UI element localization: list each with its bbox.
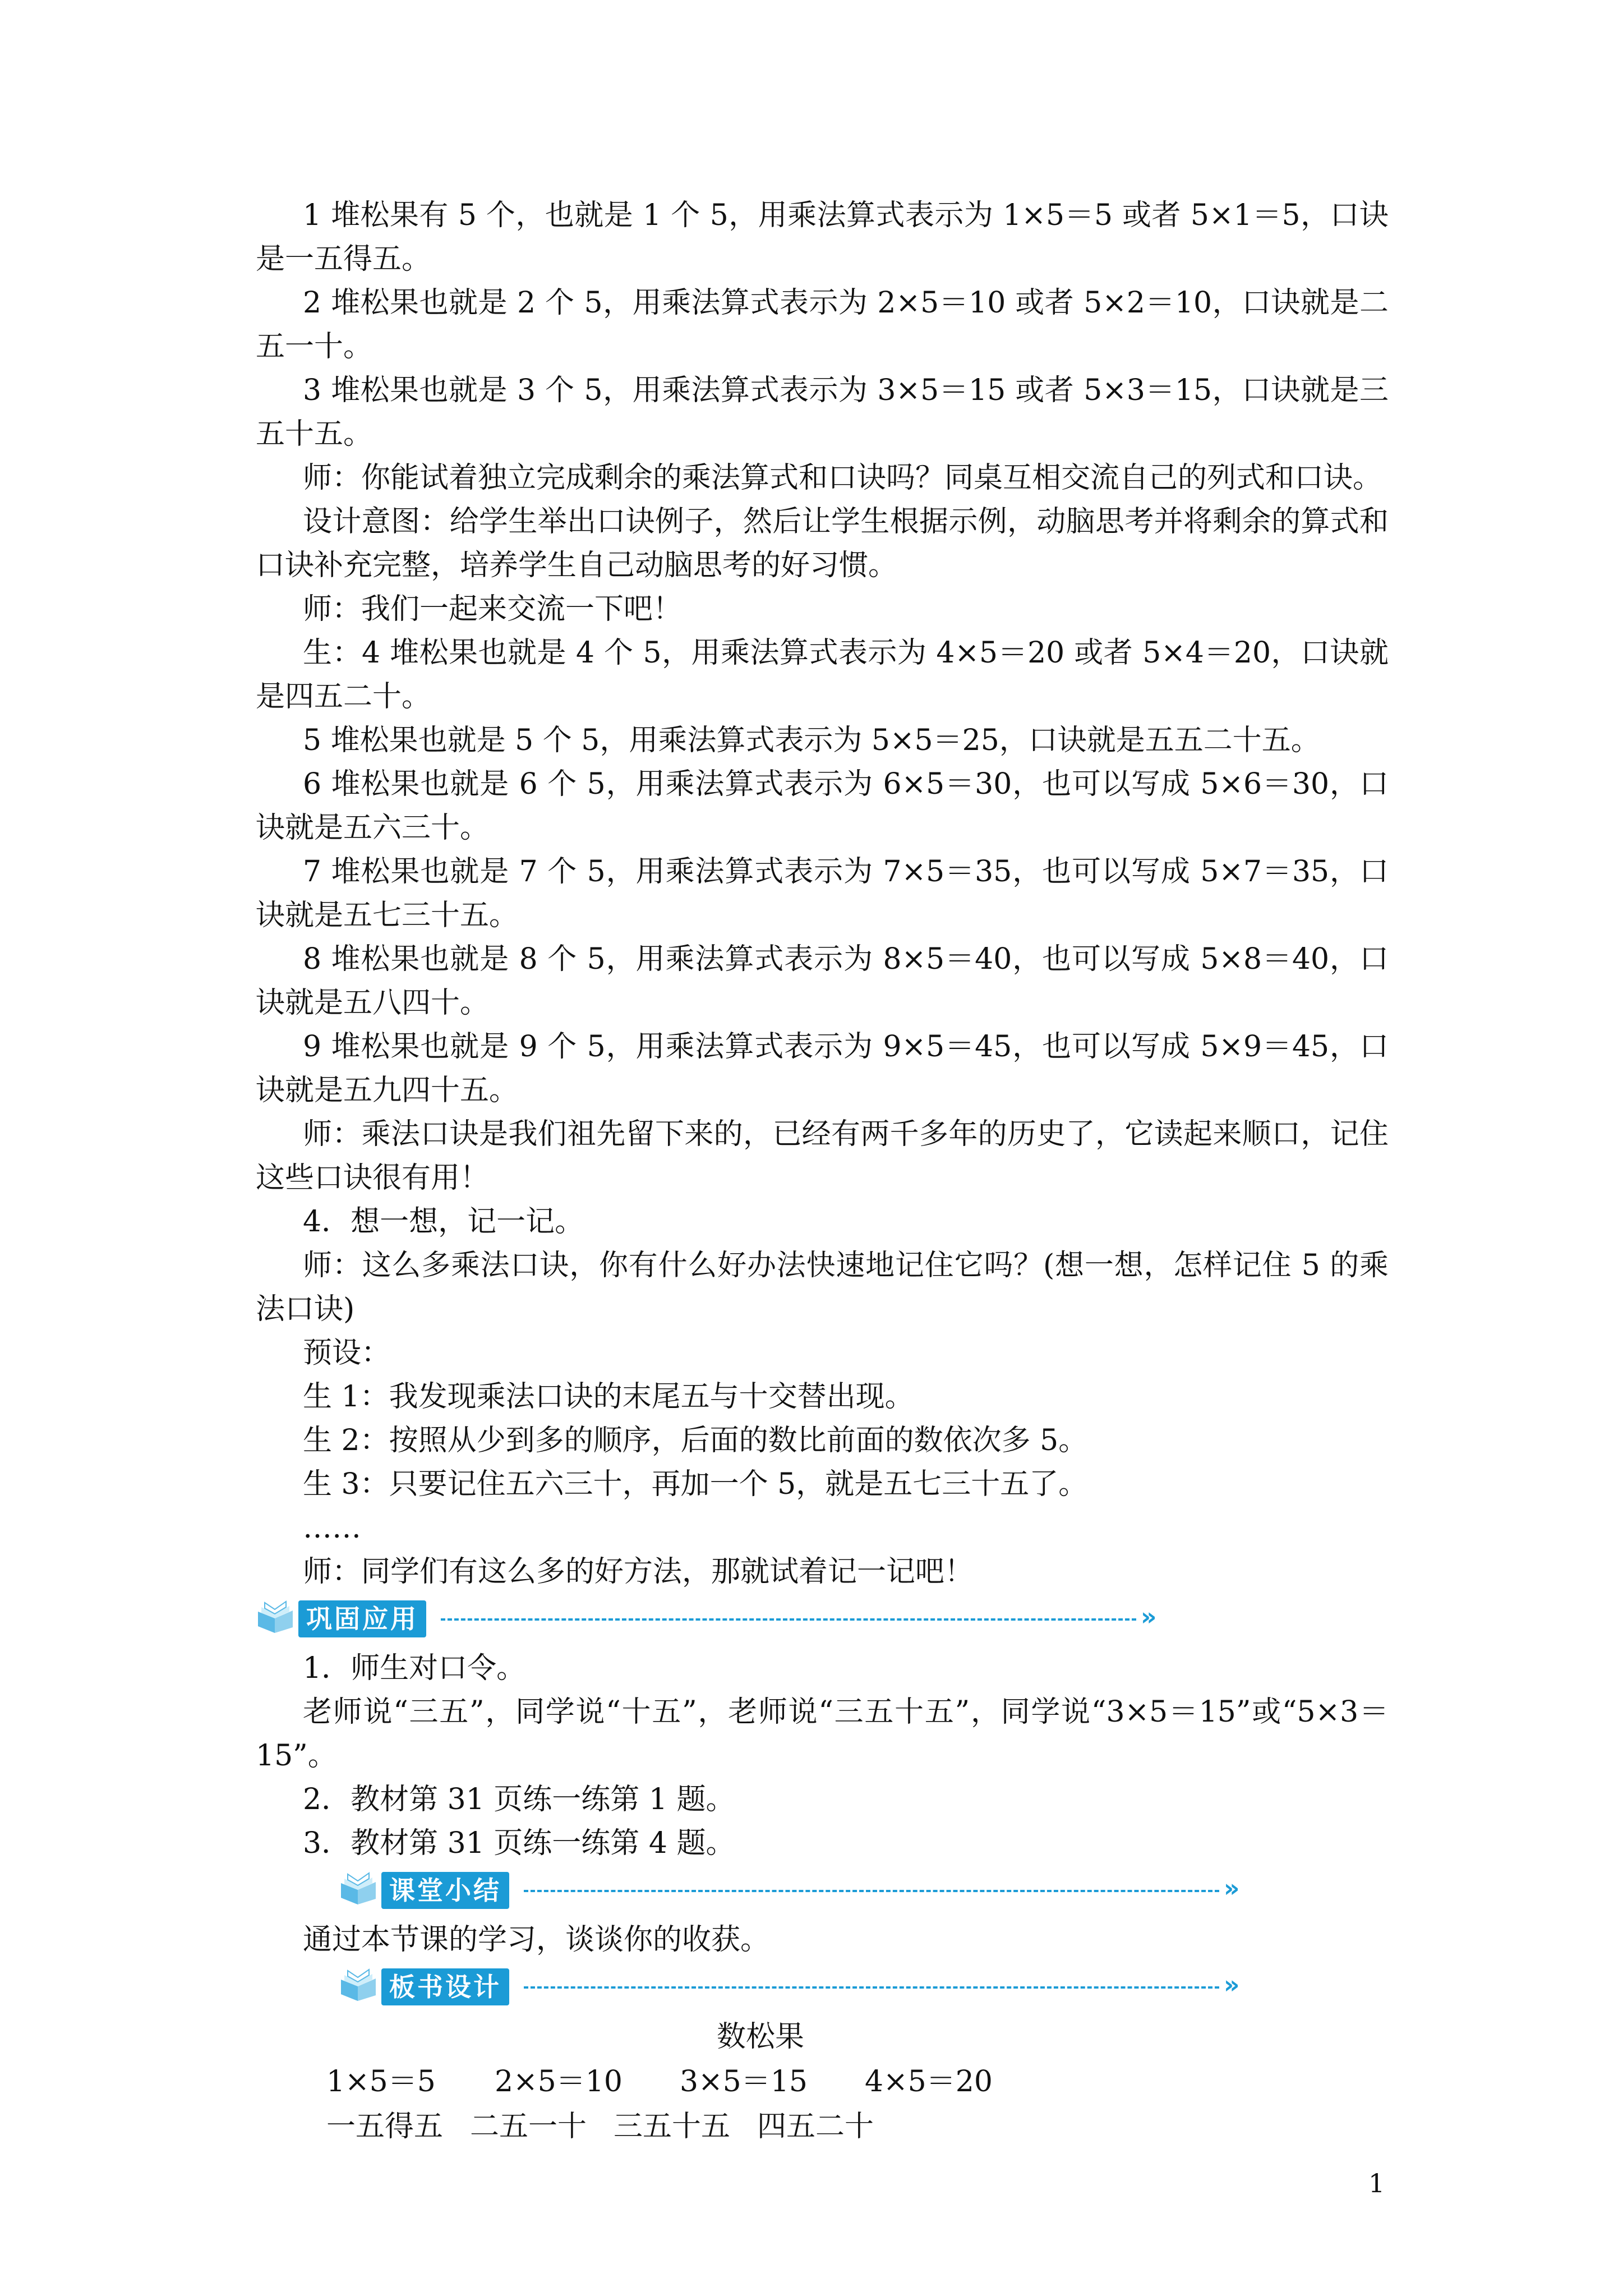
section-header-summary	[256, 1866, 1389, 1916]
section-divider	[524, 1986, 1219, 1989]
lesson-paragraphs	[256, 194, 1389, 1594]
board-equation: 4×5＝20	[865, 2065, 993, 2099]
double-chevron-icon: »	[1141, 1603, 1152, 1631]
double-chevron-icon: »	[1224, 1874, 1235, 1903]
paragraph: 生：4 堆松果也就是 4 个 5，用乘法算式表示为 4×5＝20 或者 5×4＝20，口诀就是四五二十。	[256, 636, 1389, 714]
paragraph: 1 堆松果有 5 个，也就是 1 个 5，用乘法算式表示为 1×5＝5 或者 5×1＝5，口诀是一五得五。	[256, 199, 1389, 276]
book-icon	[339, 1967, 378, 2002]
paragraph: 7 堆松果也就是 7 个 5，用乘法算式表示为 7×5＝35，也可以写成 5×7＝35，口诀就是五七三十五。	[256, 855, 1389, 932]
paragraph: 预设：	[303, 1336, 391, 1370]
paragraph: 生 2：按照从少到多的顺序，后面的数比前面的数依次多 5。	[303, 1424, 1088, 1457]
paragraph: 4．想一想，记一记。	[303, 1205, 584, 1239]
section-title-consolidation: 巩固应用	[298, 1600, 426, 1637]
paragraph: 8 堆松果也就是 8 个 5，用乘法算式表示为 8×5＝40，也可以写成 5×8＝40，口诀就是五八四十。	[256, 942, 1389, 1020]
double-chevron-icon: »	[1224, 1971, 1235, 1999]
board-equation: 3×5＝15	[680, 2065, 808, 2099]
board-equation: 1×5＝5	[326, 2065, 436, 2099]
paragraph: 2 堆松果也就是 2 个 5，用乘法算式表示为 2×5＝10 或者 5×2＝10，口诀就是二五一十。	[256, 286, 1389, 364]
board-rhyme: 三五十五	[614, 2110, 731, 2143]
paragraph: 3．教材第 31 页练一练第 4 题。	[303, 1826, 735, 1860]
paragraph: 设计意图：给学生举出口诀例子，然后让学生根据示例，动脑思考并将剩余的算式和口诀补充完整，培养学生自己动脑思考的好习惯。	[256, 505, 1389, 582]
paragraph: 师：同学们有这么多的好方法，那就试着记一记吧！	[303, 1555, 974, 1589]
page-number: 1	[1368, 2168, 1385, 2198]
book-icon	[339, 1871, 378, 1906]
summary-paragraphs	[256, 1918, 1389, 1962]
paragraph: 师：我们一起来交流一下吧！	[303, 592, 683, 626]
board-equation: 2×5＝10	[495, 2065, 623, 2099]
board-title: 数松果	[716, 2020, 804, 2054]
section-header-board	[256, 1963, 1389, 2012]
paragraph: 生 3：只要记住五六三十，再加一个 5，就是五七三十五了。	[303, 1467, 1088, 1501]
paragraph: 师：你能试着独立完成剩余的乘法算式和口诀吗？同桌互相交流自己的列式和口诀。	[303, 461, 1382, 495]
section-header-consolidation	[256, 1595, 1389, 1644]
paragraph: 3 堆松果也就是 3 个 5，用乘法算式表示为 3×5＝15 或者 5×3＝15，口诀就是三五十五。	[256, 374, 1389, 451]
section-divider	[524, 1890, 1219, 1892]
paragraph: 老师说“三五”，同学说“十五”，老师说“三五十五”，同学说“3×5＝15”或“5×3＝15”。	[256, 1695, 1389, 1773]
board-rhyme: 二五一十	[470, 2110, 587, 2143]
section-divider	[441, 1618, 1136, 1621]
paragraph: 生 1：我发现乘法口诀的末尾五与十交替出现。	[303, 1380, 914, 1414]
board-rhyme: 四五二十	[757, 2110, 874, 2143]
paragraph: 5 堆松果也就是 5 个 5，用乘法算式表示为 5×5＝25，口诀就是五五二十五。	[303, 724, 1320, 757]
paragraph: 通过本节课的学习，谈谈你的收获。	[303, 1923, 770, 1957]
paragraph: 6 堆松果也就是 6 个 5，用乘法算式表示为 6×5＝30，也可以写成 5×6＝30，口诀就是五六三十。	[256, 767, 1389, 845]
board-rhymes-row	[326, 2104, 1389, 2149]
paragraph: 师：这么多乘法口诀，你有什么好办法快速地记住它吗？(想一想，怎样记住 5 的乘法口诀)	[256, 1249, 1389, 1326]
page-content	[256, 194, 1389, 2149]
paragraph: 1．师生对口令。	[303, 1651, 526, 1685]
book-icon	[256, 1599, 295, 1634]
board-equations-row	[326, 2059, 1389, 2104]
paragraph: 2．教材第 31 页练一练第 1 题。	[303, 1783, 735, 1816]
board-rhyme: 一五得五	[326, 2110, 444, 2143]
section-title-board: 板书设计	[381, 1968, 509, 2005]
paragraph: 9 堆松果也就是 9 个 5，用乘法算式表示为 9×5＝45，也可以写成 5×9＝45，口诀就是五九四十五。	[256, 1030, 1389, 1107]
practice-paragraphs	[256, 1646, 1389, 1865]
paragraph: ……	[303, 1511, 361, 1545]
paragraph: 师：乘法口诀是我们祖先留下来的，已经有两千多年的历史了，它读起来顺口，记住这些口诀很有用！	[256, 1117, 1389, 1195]
section-title-summary: 课堂小结	[381, 1872, 509, 1909]
